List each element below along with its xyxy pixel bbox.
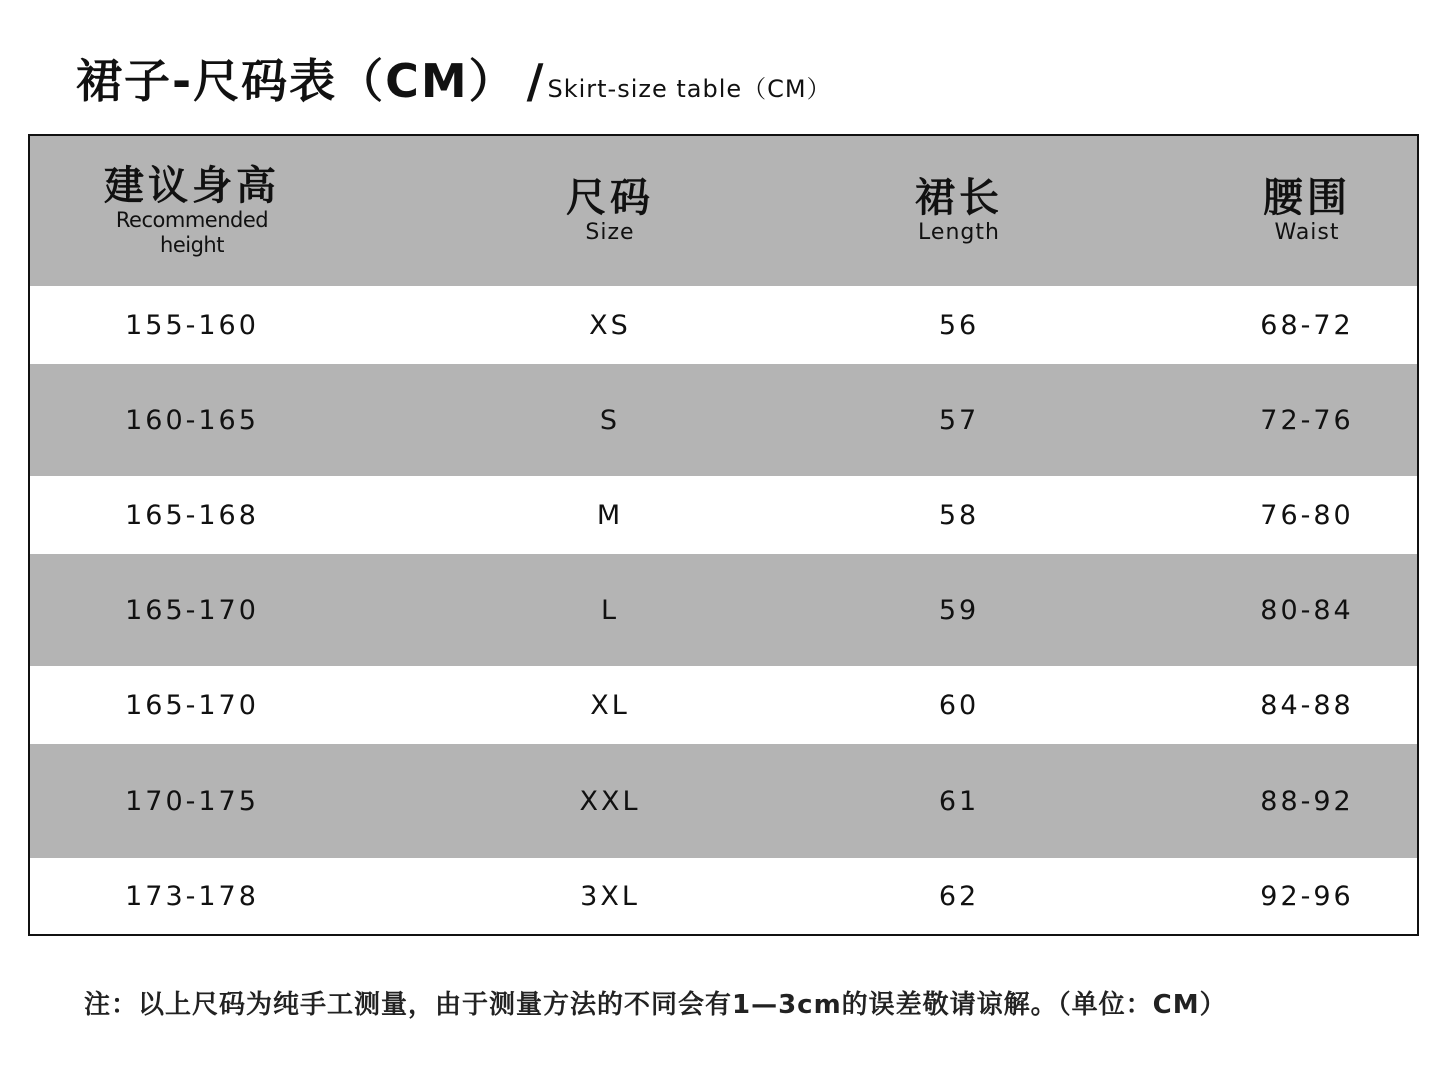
cell-waist-value: 68-72 [1260,309,1354,341]
cell-size [510,476,710,554]
cell-height [92,554,292,666]
cell-waist [1207,554,1407,666]
table-row [30,858,1417,934]
cell-length-value: 58 [938,499,980,531]
cell-height [92,364,292,476]
table-header-row [30,136,1417,286]
cell-height [92,744,292,858]
cell-length [859,554,1059,666]
cell-length-value: 59 [938,594,980,626]
cell-length [859,858,1059,934]
cell-size [510,554,710,666]
cell-height-value: 165-168 [125,499,259,531]
cell-size-value: S [599,404,621,436]
cell-height-value: 170-175 [125,785,259,817]
cell-length-value: 56 [938,309,980,341]
header-waist-en: Waist [1274,219,1340,245]
cell-height-value: 173-178 [125,880,259,912]
cell-waist-value: 88-92 [1260,785,1354,817]
cell-size [510,858,710,934]
cell-size-value: L [600,594,620,626]
cell-waist [1207,744,1407,858]
cell-size [510,286,710,364]
cell-waist [1207,858,1407,934]
title-separator: / [526,54,544,108]
header-waist [1207,136,1407,286]
cell-waist [1207,364,1407,476]
table-row [30,744,1417,858]
cell-height [92,858,292,934]
table-row [30,554,1417,666]
cell-height [92,666,292,744]
table-row [30,286,1417,364]
cell-length-value: 61 [938,785,980,817]
cell-size-value: 3XL [580,880,640,912]
header-size-cn: 尺码 [566,174,654,221]
cell-length [859,364,1059,476]
header-length [859,136,1059,286]
cell-size [510,364,710,476]
header-height-en: Recommended height [115,207,269,257]
cell-waist-value: 80-84 [1260,594,1354,626]
cell-waist [1207,476,1407,554]
cell-length-value: 62 [938,880,980,912]
header-height [92,136,292,286]
page-title [76,54,832,108]
table-row [30,364,1417,476]
size-table [28,134,1419,936]
cell-height-value: 160-165 [125,404,259,436]
cell-height [92,286,292,364]
table-row [30,666,1417,744]
cell-waist-value: 84-88 [1260,689,1354,721]
title-chinese: 裙子-尺码表（CM） [76,54,517,108]
header-waist-cn: 腰围 [1263,174,1351,221]
cell-length-value: 60 [938,689,980,721]
header-height-cn: 建议身高 [104,162,280,209]
cell-length [859,476,1059,554]
cell-length [859,286,1059,364]
cell-height-value: 165-170 [125,594,259,626]
cell-size [510,666,710,744]
cell-waist [1207,286,1407,364]
cell-waist-value: 92-96 [1260,880,1354,912]
cell-length [859,666,1059,744]
cell-waist-value: 76-80 [1260,499,1354,531]
header-size-en: Size [585,219,635,245]
table-row [30,476,1417,554]
cell-height-value: 165-170 [125,689,259,721]
cell-size [510,744,710,858]
cell-size-value: M [596,499,624,531]
cell-size-value: XXL [579,785,641,817]
title-english: Skirt-size table（CM） [547,75,832,103]
cell-height [92,476,292,554]
cell-waist [1207,666,1407,744]
header-length-en: Length [918,219,1000,245]
measurement-note: 注：以上尺码为纯手工测量，由于测量方法的不同会有1—3cm的误差敬请谅解。（单位：CM） [84,990,1227,1020]
header-length-cn: 裙长 [915,174,1003,221]
cell-height-value: 155-160 [125,309,259,341]
cell-size-value: XL [590,689,630,721]
cell-size-value: XS [589,309,631,341]
cell-waist-value: 72-76 [1260,404,1354,436]
cell-length-value: 57 [938,404,980,436]
cell-length [859,744,1059,858]
header-size [510,136,710,286]
